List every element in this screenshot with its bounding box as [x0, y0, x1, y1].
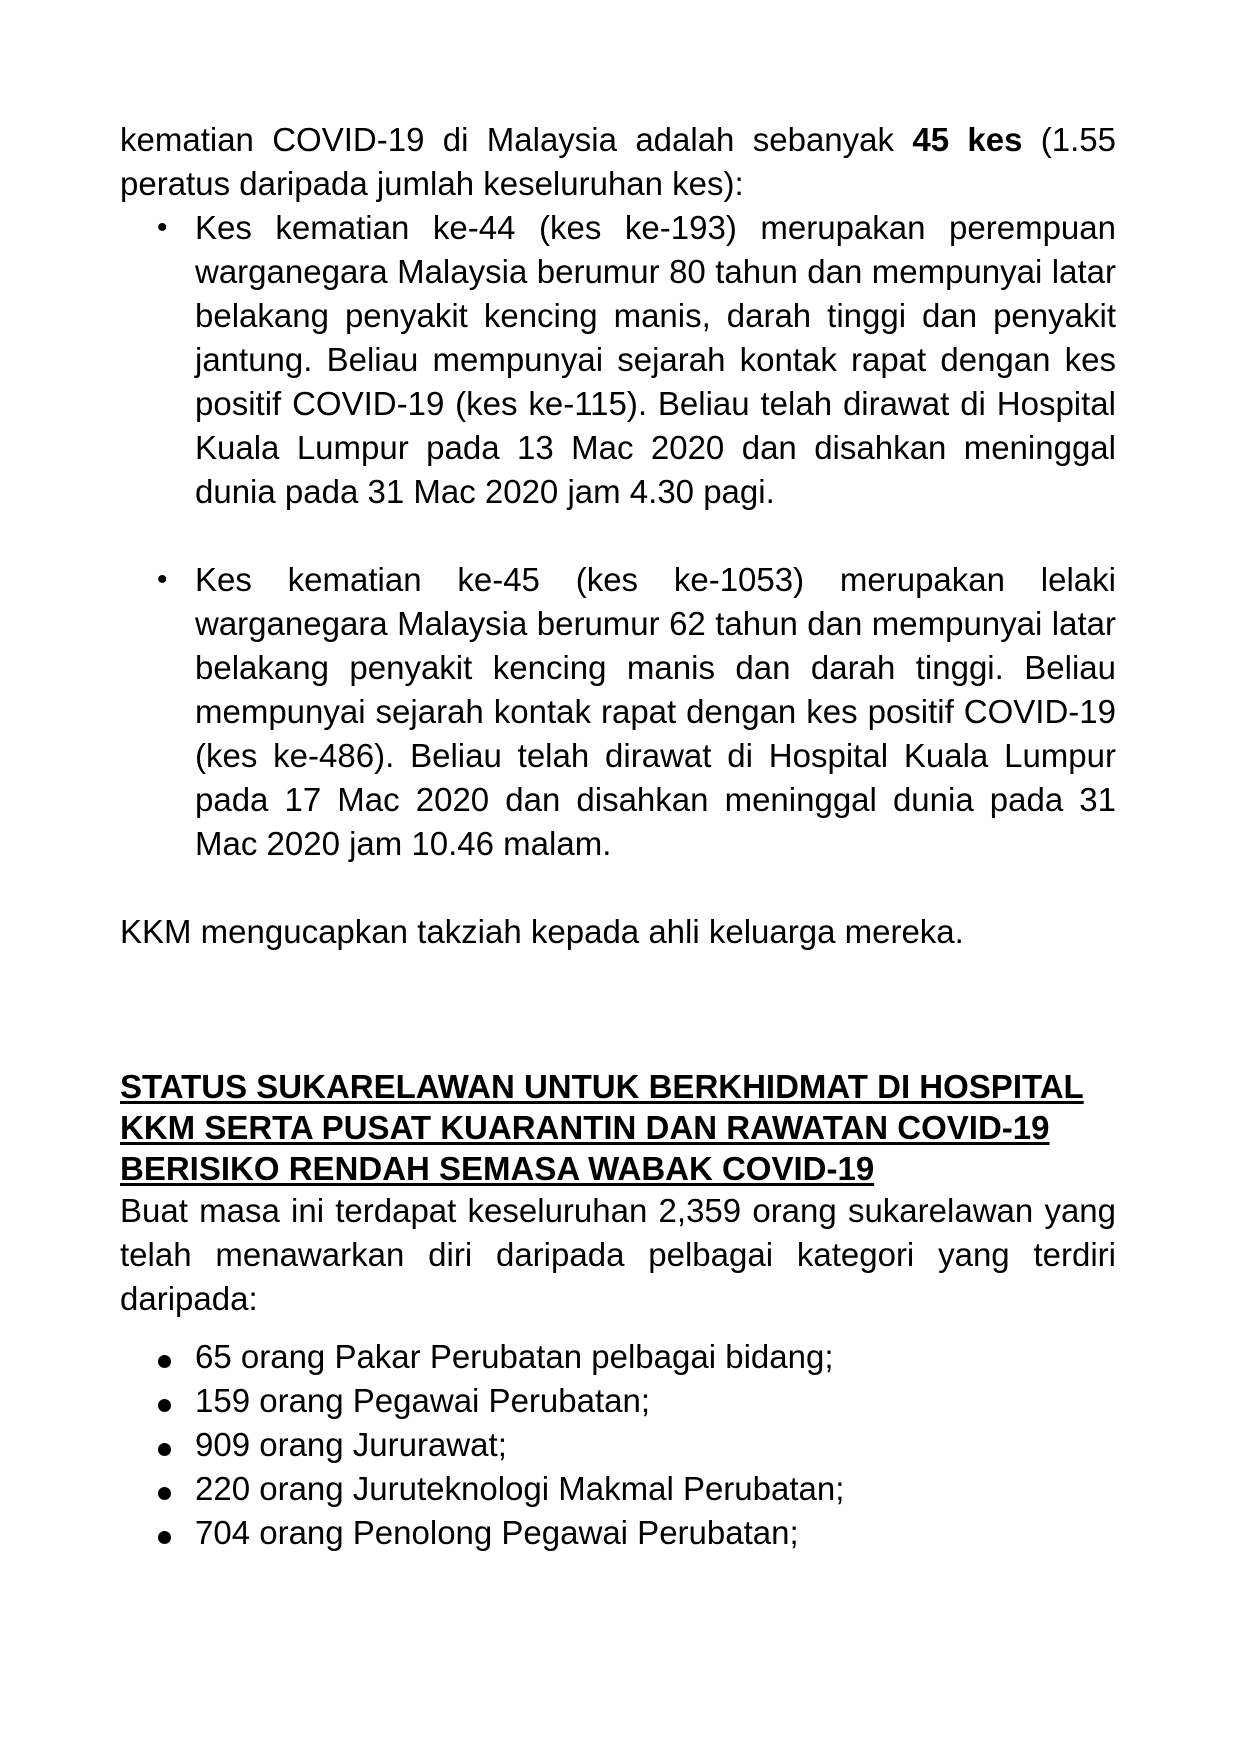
volunteer-category-text: 220 orang Juruteknologi Makmal Perubatan;: [195, 1470, 845, 1507]
section-heading: STATUS SUKARELAWAN UNTUK BERKHIDMAT DI HOSPITAL KKM SERTA PUSAT KUARANTIN DAN RAWATAN COVID-19 BERISIKO RENDAH SEMASA WABAK COVID-19: [120, 1068, 1084, 1187]
death-case-text: Kes kematian ke-45 (kes ke-1053) merupakan lelaki warganegara Malaysia berumur 62 tahun dan mempunyai latar belakang penyakit kencing manis dan darah tinggi. Beliau mempunyai sejarah kontak rapat dengan kes positif COVID-19 (kes ke-486). Beliau telah dirawat di Hospital Kuala Lumpur pada 17 Mac 2020 dan disahkan meninggal dunia pada 31 Mac 2020 jam 10.46 malam.: [195, 561, 1116, 862]
list-item: [120, 1335, 1116, 1379]
volunteer-category-text: 159 orang Pegawai Perubatan;: [195, 1382, 651, 1419]
death-case-item: [120, 558, 1116, 866]
intro-text-after: (1.55 peratus daripada jumlah keseluruhan kes):: [120, 121, 1116, 202]
list-item: [120, 1511, 1116, 1555]
bullet-dot-icon: [158, 1355, 171, 1368]
list-item: [120, 1379, 1116, 1423]
volunteer-category-list: [120, 1335, 1116, 1555]
bullet-dot-icon: [158, 1443, 171, 1456]
condolence-text: KKM mengucapkan takziah kepada ahli keluarga mereka.: [120, 913, 964, 950]
bullet-dot-icon: [158, 1399, 171, 1412]
bullet-dot-icon: [158, 1487, 171, 1500]
volunteer-category-text: 704 orang Penolong Pegawai Perubatan;: [195, 1514, 799, 1551]
bullet-dot-icon: [158, 1531, 171, 1544]
list-item: [120, 1423, 1116, 1467]
death-case-text: Kes kematian ke-44 (kes ke-193) merupakan perempuan warganegara Malaysia berumur 80 tahun dan mempunyai latar belakang penyakit kencing manis, darah tinggi dan penyakit jantung. Beliau mempunyai sejarah kontak rapat dengan kes positif COVID-19 (kes ke-115). Beliau telah dirawat di Hospital Kuala Lumpur pada 13 Mac 2020 dan disahkan meninggal dunia pada 31 Mac 2020 jam 4.30 pagi.: [195, 209, 1116, 510]
intro-text-before: kematian COVID-19 di Malaysia adalah sebanyak: [120, 121, 913, 158]
list-item: [120, 1467, 1116, 1511]
death-count-bold: 45 kes: [912, 121, 1023, 158]
death-case-list: [120, 206, 1116, 866]
bullet-icon: •: [157, 211, 168, 244]
volunteer-intro-paragraph: Buat masa ini terdapat keseluruhan 2,359 orang sukarelawan yang telah menawarkan diri daripada pelbagai kategori yang terdiri daripada:: [120, 1192, 1116, 1317]
document-page: [120, 118, 1116, 1555]
death-case-item: [120, 206, 1116, 514]
volunteer-category-text: 65 orang Pakar Perubatan pelbagai bidang;: [195, 1338, 834, 1375]
volunteer-category-text: 909 orang Jururawat;: [195, 1426, 507, 1463]
bullet-icon: •: [157, 563, 168, 596]
death-total-paragraph: [120, 118, 1116, 206]
